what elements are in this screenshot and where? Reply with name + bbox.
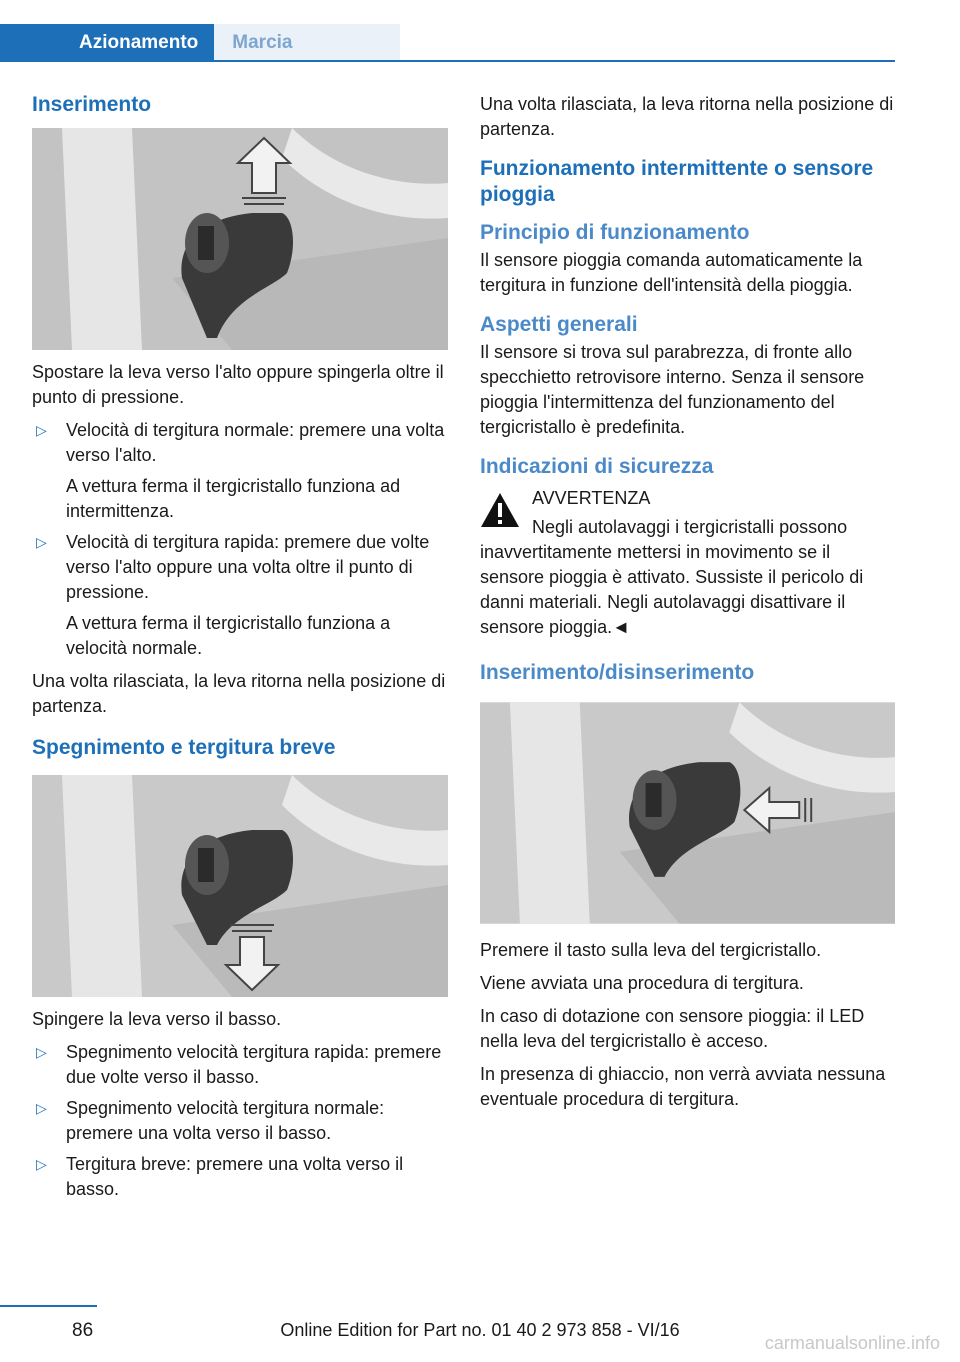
list-item-note: A vettura ferma il tergicristallo funziona ad intermittenza. bbox=[66, 476, 401, 521]
paragraph: Spingere la leva verso il basso. bbox=[32, 1009, 282, 1029]
triangle-bullet-icon: ▷ bbox=[36, 534, 47, 550]
triangle-bullet-icon: ▷ bbox=[36, 1100, 47, 1116]
figure-lever-up bbox=[32, 128, 448, 350]
heading-funzionamento: Funzionamento intermittente o sensore pioggia bbox=[480, 157, 874, 206]
warning-triangle-icon bbox=[480, 492, 520, 528]
list-item-text: Tergitura breve: premere una volta verso il basso. bbox=[66, 1154, 404, 1199]
watermark: carmanualsonline.info bbox=[764, 1333, 940, 1353]
list-item bbox=[32, 1096, 448, 1146]
triangle-bullet-icon: ▷ bbox=[36, 1156, 47, 1172]
page-number: 86 bbox=[72, 1320, 94, 1341]
list-item-text: Velocità di tergitura normale: premere una volta verso l'alto. bbox=[66, 420, 445, 465]
paragraph: In caso di dotazione con sensore pioggia: il LED nella leva del tergicristallo è acceso. bbox=[480, 1006, 865, 1051]
warning-box bbox=[480, 486, 895, 640]
paragraph: Premere il tasto sulla leva del tergicristallo. bbox=[480, 940, 822, 960]
paragraph: Viene avviata una procedura di tergitura. bbox=[480, 973, 804, 993]
list-item bbox=[32, 1040, 448, 1090]
tab-marcia[interactable]: Marcia bbox=[214, 24, 400, 62]
list-item-text: Spegnimento velocità tergitura normale: premere una volta verso il basso. bbox=[66, 1098, 385, 1143]
figure-lever-button bbox=[480, 702, 895, 924]
subheading-principio: Principio di funzionamento bbox=[480, 221, 750, 244]
paragraph: Una volta rilasciata, la leva ritorna nella posizione di partenza. bbox=[32, 671, 446, 716]
list-item-text: Spegnimento velocità tergitura rapida: premere due volte verso il basso. bbox=[66, 1042, 442, 1087]
right-column bbox=[480, 92, 895, 1120]
footer-rule bbox=[0, 1305, 97, 1307]
list-item bbox=[32, 530, 448, 661]
paragraph: Il sensore pioggia comanda automaticamente la tergitura in funzione dell'intensità della pioggia. bbox=[480, 250, 863, 295]
edition-note: Online Edition for Part no. 01 40 2 973 858 - VI/16 bbox=[280, 1320, 680, 1340]
triangle-bullet-icon: ▷ bbox=[36, 422, 47, 438]
list-item-text: Velocità di tergitura rapida: premere due volte verso l'alto oppure una volta oltre il punto di pressione. bbox=[66, 532, 430, 602]
tab-azionamento[interactable]: Azionamento bbox=[0, 24, 214, 62]
bullet-list bbox=[32, 1040, 448, 1202]
section-tabs bbox=[0, 24, 400, 62]
figure-lever-down bbox=[32, 775, 448, 997]
header-rule bbox=[0, 60, 895, 62]
heading-spegnimento: Spegnimento e tergitura breve bbox=[32, 736, 336, 759]
subheading-sicurezza: Indicazioni di sicurezza bbox=[480, 455, 714, 478]
bullet-list bbox=[32, 418, 448, 661]
paragraph: In presenza di ghiaccio, non verrà avviata nessuna eventuale procedura di tergitura. bbox=[480, 1064, 886, 1109]
warning-title: AVVERTENZA bbox=[532, 488, 651, 508]
paragraph: Il sensore si trova sul parabrezza, di fronte allo specchietto retrovisore interno. Senza il sensore pioggia l'intermittenza del funzionamento del tergicristallo è predefinita. bbox=[480, 342, 865, 437]
paragraph: Una volta rilasciata, la leva ritorna nella posizione di partenza. bbox=[480, 94, 894, 139]
paragraph: Spostare la leva verso l'alto oppure spingerla oltre il punto di pressione. bbox=[32, 362, 444, 407]
list-item bbox=[32, 1152, 448, 1202]
heading-inserimento: Inserimento bbox=[32, 93, 152, 116]
list-item bbox=[32, 418, 448, 524]
left-column bbox=[32, 92, 448, 1210]
subheading-inserimento-disinserimento: Inserimento/disinserimento bbox=[480, 661, 755, 684]
warning-text: Negli autolavaggi i tergicristalli possono inavvertitamente mettersi in movimento se il sensore pioggia è attivato. Sussiste il pericolo di danni materiali. Negli autolavaggi disattivare il sensore pioggia.◄ bbox=[480, 517, 864, 637]
list-item-note: A vettura ferma il tergicristallo funziona a velocità normale. bbox=[66, 613, 391, 658]
subheading-aspetti: Aspetti generali bbox=[480, 313, 638, 336]
triangle-bullet-icon: ▷ bbox=[36, 1044, 47, 1060]
